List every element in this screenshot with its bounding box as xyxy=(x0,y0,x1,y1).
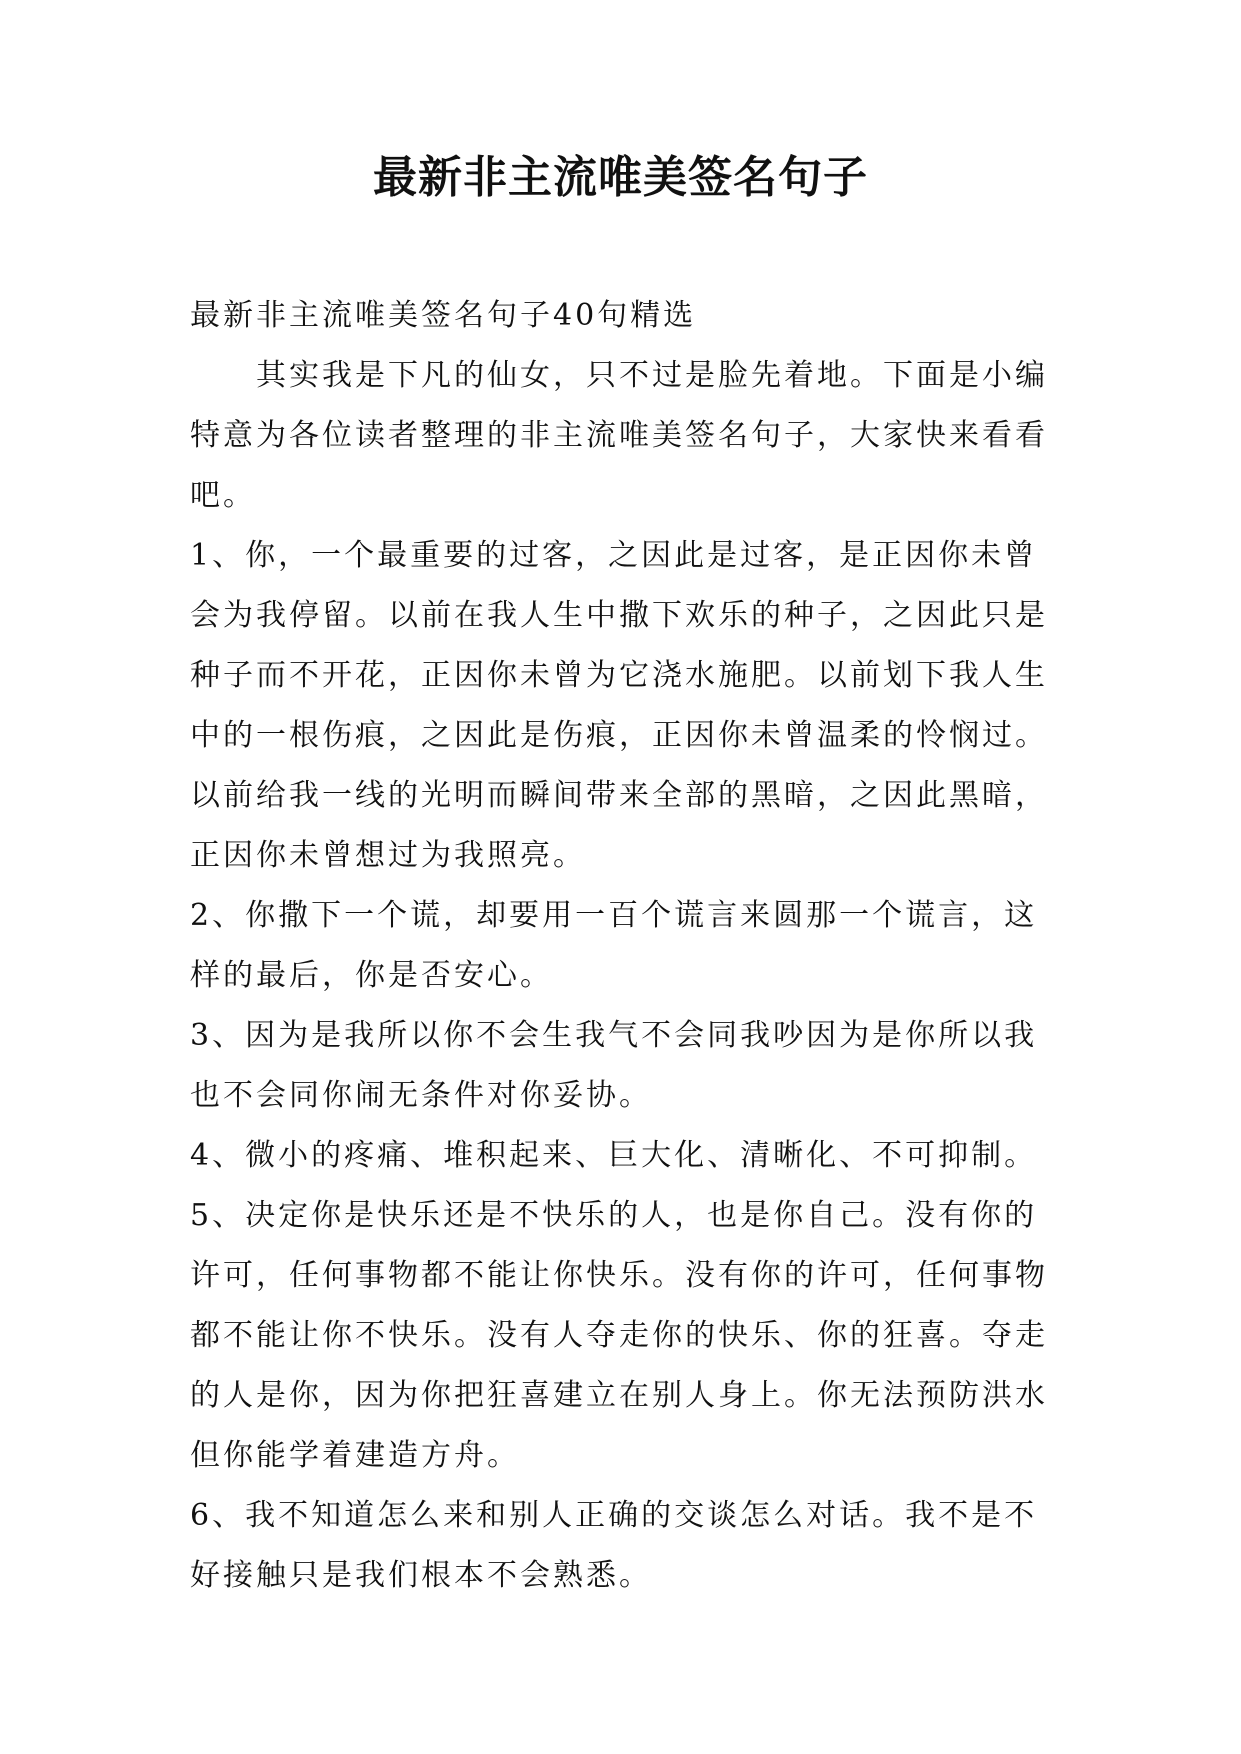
document-title: 最新非主流唯美签名句子 xyxy=(373,152,868,203)
list-item: 5、决定你是快乐还是不快乐的人，也是你自己。没有你的许可，任何事物都不能让你快乐。没有你的许可，任何事物都不能让你不快乐。没有人夺走你的快乐、你的狂喜。夺走的人是你，因为你把狂喜建立在别人身上。你无法预防洪水但你能学着建造方舟。 xyxy=(190,1198,1048,1473)
list-item: 2、你撒下一个谎，却要用一百个谎言来圆那一个谎言，这样的最后，你是否安心。 xyxy=(190,898,1038,993)
list-item: 1、你，一个最重要的过客，之因此是过客，是正因你未曾会为我停留。以前在我人生中撒下欢乐的种子，之因此只是种子而不开花，正因你未曾为它浇水施肥。以前划下我人生中的一根伤痕，之因此是伤痕，正因你未曾温柔的怜悯过。以前给我一线的光明而瞬间带来全部的黑暗，之因此黑暗，正因你未曾想过为我照亮。 xyxy=(190,538,1048,873)
list-item: 4、微小的疼痛、堆积起来、巨大化、清晰化、不可抑制。 xyxy=(190,1138,1038,1173)
intro-paragraph: 其实我是下凡的仙女，只不过是脸先着地。下面是小编特意为各位读者整理的非主流唯美签名句子，大家快来看看吧。 xyxy=(190,358,1048,513)
document-body xyxy=(190,286,1050,1606)
document-subtitle: 最新非主流唯美签名句子40句精选 xyxy=(190,298,697,333)
list-item: 6、我不知道怎么来和别人正确的交谈怎么对话。我不是不好接触只是我们根本不会熟悉。 xyxy=(190,1498,1038,1593)
list-item: 3、因为是我所以你不会生我气不会同我吵因为是你所以我也不会同你闹无条件对你妥协。 xyxy=(190,1018,1038,1113)
